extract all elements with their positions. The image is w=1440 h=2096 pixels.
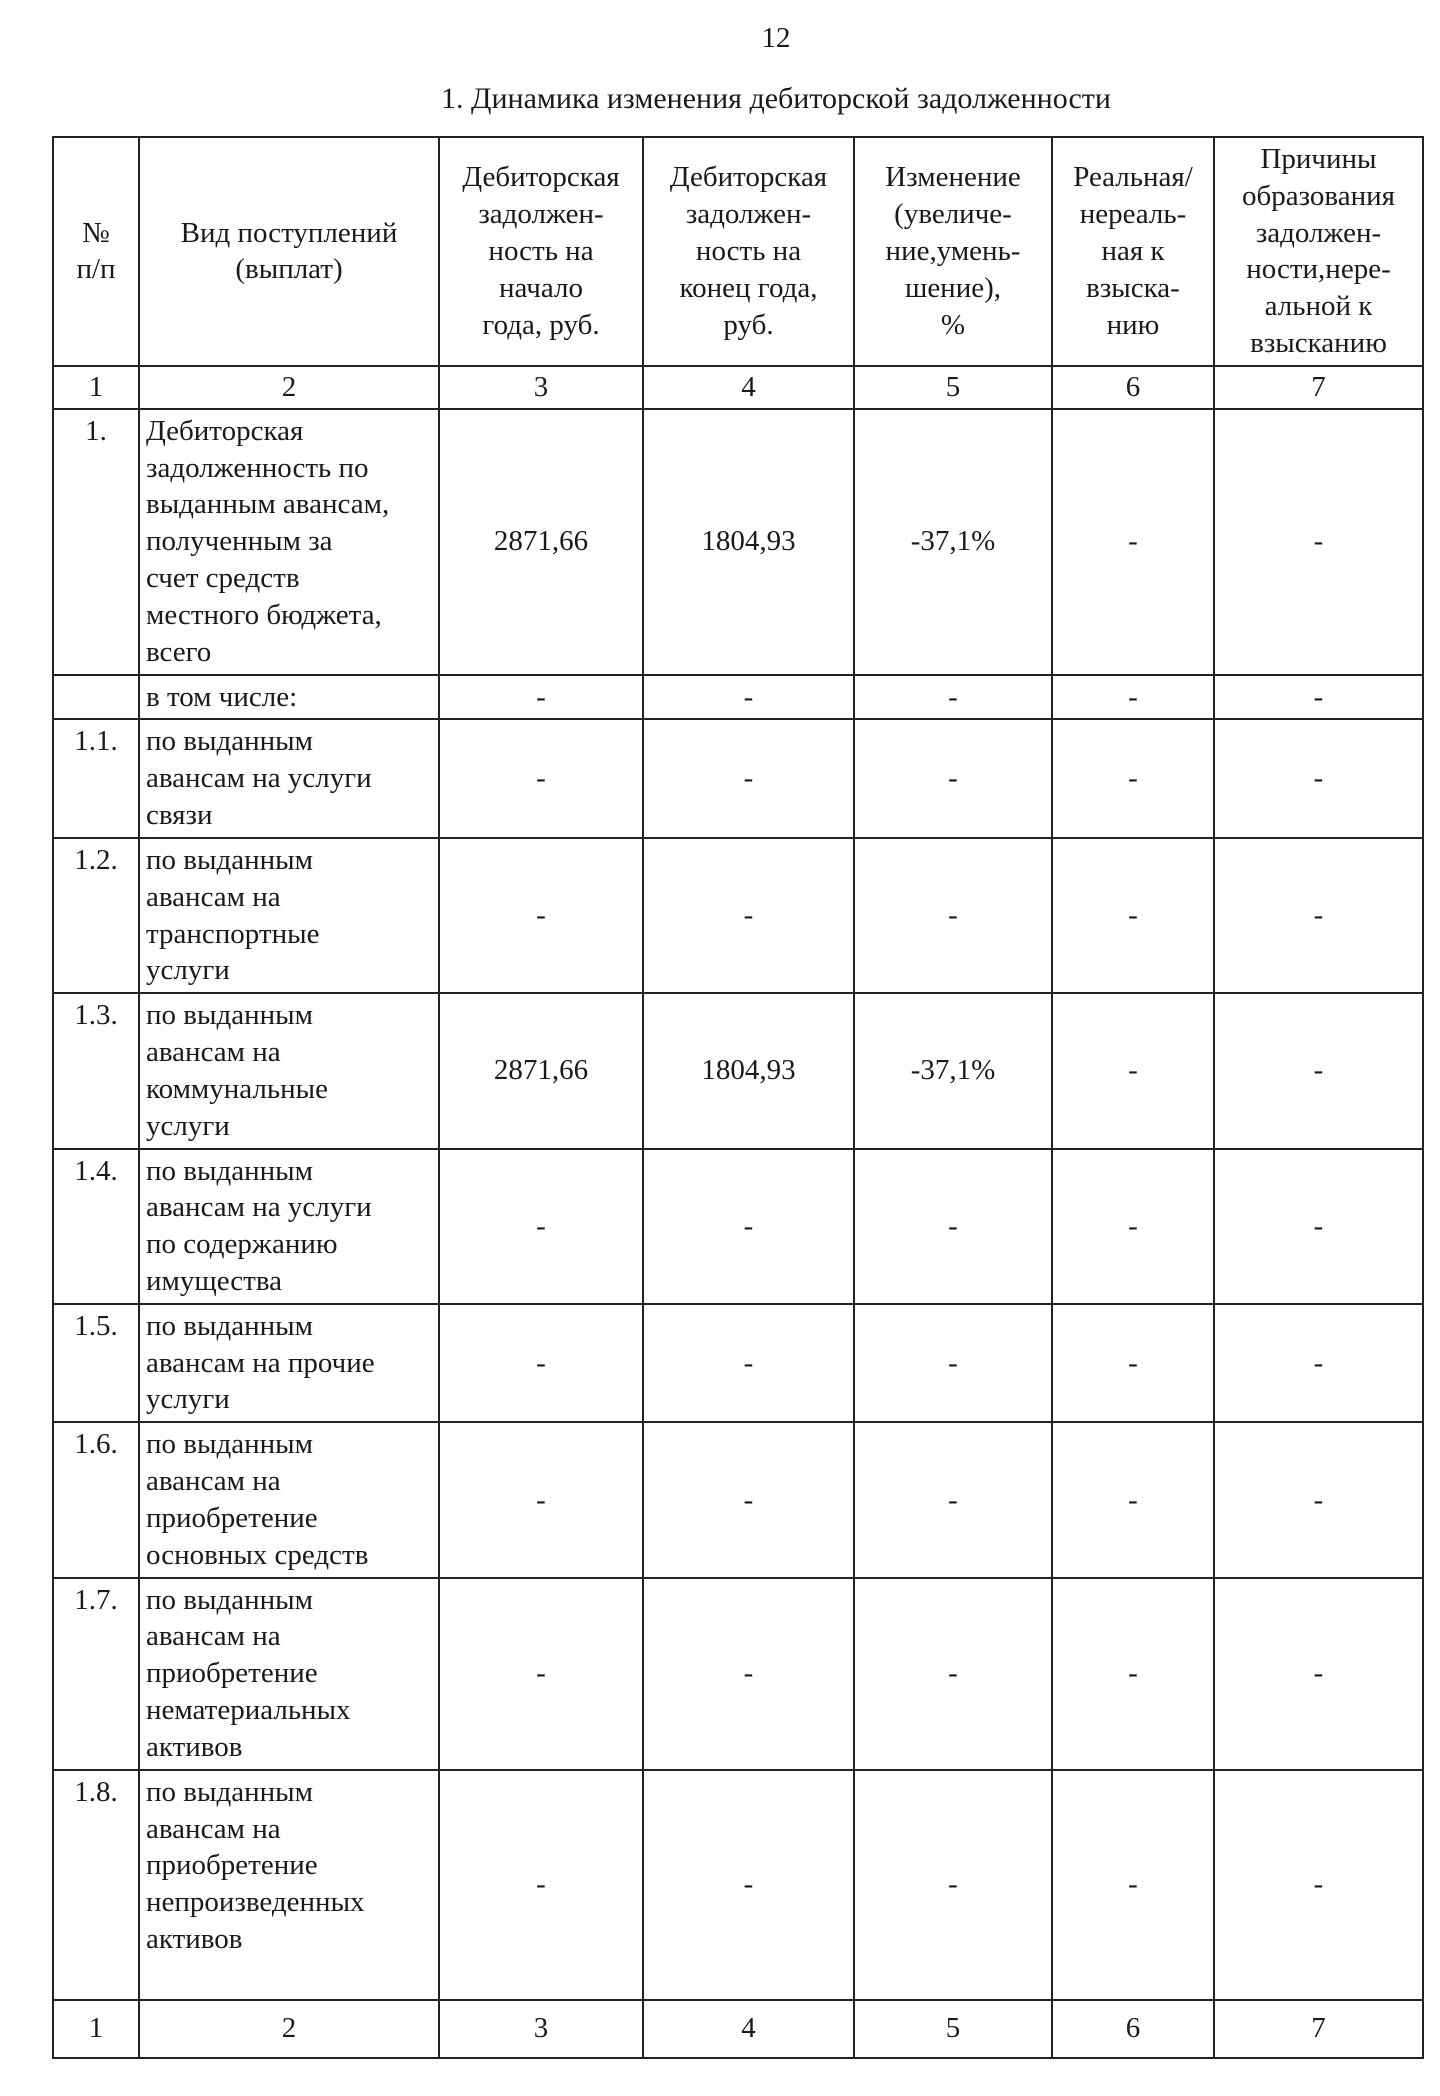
- end-of-year-value: -: [643, 675, 854, 720]
- end-of-year-value: -: [643, 1149, 854, 1304]
- table-row: [53, 719, 1423, 837]
- header-row: [53, 137, 1423, 366]
- reasons-value: -: [1214, 1578, 1423, 1770]
- row-kind: по выданным авансам на услуги по содержанию имущества: [139, 1149, 439, 1304]
- row-kind: Дебиторская задолженность по выданным авансам, полученным за счет средств местного бюджета, всего: [139, 409, 439, 675]
- column-number: 2: [139, 366, 439, 409]
- row-number: 1.3.: [53, 993, 139, 1148]
- real-unreal-value: -: [1052, 409, 1214, 675]
- end-of-year-value: 1804,93: [643, 993, 854, 1148]
- row-number: 1.: [53, 409, 139, 675]
- change-percent-value: -: [854, 675, 1052, 720]
- end-of-year-value: -: [643, 1304, 854, 1422]
- page-number: 12: [761, 22, 791, 54]
- row-number: 1.1.: [53, 719, 139, 837]
- column-number: 7: [1214, 366, 1423, 409]
- footer-column-number: 2: [139, 2000, 439, 2058]
- change-percent-value: -: [854, 1149, 1052, 1304]
- change-percent-value: -37,1%: [854, 409, 1052, 675]
- change-percent-value: -: [854, 1304, 1052, 1422]
- header-reasons: Причины образования задолжен- ности,нере- альной к взысканию: [1214, 137, 1423, 366]
- table-row: [53, 1770, 1423, 2000]
- change-percent-value: -: [854, 838, 1052, 993]
- end-of-year-value: -: [643, 1422, 854, 1577]
- start-of-year-value: -: [439, 675, 643, 720]
- table-row: [53, 409, 1423, 675]
- change-percent-value: -37,1%: [854, 993, 1052, 1148]
- row-kind: по выданным авансам на приобретение непроизведенных активов: [139, 1770, 439, 2000]
- end-of-year-value: 1804,93: [643, 409, 854, 675]
- receivables-table: [52, 136, 1424, 2059]
- header-change-percent: Изменение (увеличе- ние,умень- шение), %: [854, 137, 1052, 366]
- column-numbering-footer-row: [53, 2000, 1423, 2058]
- row-number: 1.8.: [53, 1770, 139, 2000]
- change-percent-value: -: [854, 1770, 1052, 2000]
- reasons-value: -: [1214, 993, 1423, 1148]
- end-of-year-value: -: [643, 1578, 854, 1770]
- table-row: [53, 838, 1423, 993]
- start-of-year-value: -: [439, 838, 643, 993]
- document-title: 1. Динамика изменения дебиторской задолженности: [441, 82, 1111, 115]
- start-of-year-value: -: [439, 1149, 643, 1304]
- table-row: [53, 1578, 1423, 1770]
- start-of-year-value: -: [439, 1304, 643, 1422]
- footer-column-number: 6: [1052, 2000, 1214, 2058]
- end-of-year-value: -: [643, 1770, 854, 2000]
- table-row: [53, 1149, 1423, 1304]
- header-end-of-year: Дебиторская задолжен- ность на конец года, руб.: [643, 137, 854, 366]
- row-kind: по выданным авансам на коммунальные услуги: [139, 993, 439, 1148]
- row-number: 1.7.: [53, 1578, 139, 1770]
- end-of-year-value: -: [643, 838, 854, 993]
- row-number: [53, 675, 139, 720]
- row-kind: в том числе:: [139, 675, 439, 720]
- real-unreal-value: -: [1052, 719, 1214, 837]
- change-percent-value: -: [854, 1422, 1052, 1577]
- header-number: № п/п: [53, 137, 139, 366]
- real-unreal-value: -: [1052, 1578, 1214, 1770]
- change-percent-value: -: [854, 1578, 1052, 1770]
- row-number: 1.2.: [53, 838, 139, 993]
- real-unreal-value: -: [1052, 1770, 1214, 2000]
- start-of-year-value: 2871,66: [439, 993, 643, 1148]
- reasons-value: -: [1214, 1149, 1423, 1304]
- start-of-year-value: -: [439, 1770, 643, 2000]
- row-number: 1.5.: [53, 1304, 139, 1422]
- reasons-value: -: [1214, 409, 1423, 675]
- real-unreal-value: -: [1052, 1304, 1214, 1422]
- reasons-value: -: [1214, 719, 1423, 837]
- column-number: 4: [643, 366, 854, 409]
- table-row: [53, 993, 1423, 1148]
- header-start-of-year: Дебиторская задолжен- ность на начало года, руб.: [439, 137, 643, 366]
- footer-column-number: 4: [643, 2000, 854, 2058]
- column-number: 1: [53, 366, 139, 409]
- column-number: 6: [1052, 366, 1214, 409]
- column-number: 3: [439, 366, 643, 409]
- row-kind: по выданным авансам на приобретение нематериальных активов: [139, 1578, 439, 1770]
- footer-column-number: 7: [1214, 2000, 1423, 2058]
- real-unreal-value: -: [1052, 1422, 1214, 1577]
- footer-column-number: 1: [53, 2000, 139, 2058]
- start-of-year-value: -: [439, 719, 643, 837]
- reasons-value: -: [1214, 1422, 1423, 1577]
- row-kind: по выданным авансам на транспортные услуги: [139, 838, 439, 993]
- real-unreal-value: -: [1052, 838, 1214, 993]
- column-numbering-row: [53, 366, 1423, 409]
- change-percent-value: -: [854, 719, 1052, 837]
- reasons-value: -: [1214, 675, 1423, 720]
- real-unreal-value: -: [1052, 675, 1214, 720]
- reasons-value: -: [1214, 1770, 1423, 2000]
- real-unreal-value: -: [1052, 1149, 1214, 1304]
- row-kind: по выданным авансам на приобретение основных средств: [139, 1422, 439, 1577]
- footer-column-number: 5: [854, 2000, 1052, 2058]
- footer-column-number: 3: [439, 2000, 643, 2058]
- real-unreal-value: -: [1052, 993, 1214, 1148]
- table-row: [53, 1304, 1423, 1422]
- start-of-year-value: 2871,66: [439, 409, 643, 675]
- reasons-value: -: [1214, 838, 1423, 993]
- table-row: [53, 675, 1423, 720]
- row-number: 1.4.: [53, 1149, 139, 1304]
- row-kind: по выданным авансам на услуги связи: [139, 719, 439, 837]
- end-of-year-value: -: [643, 719, 854, 837]
- reasons-value: -: [1214, 1304, 1423, 1422]
- header-kind: Вид поступлений (выплат): [139, 137, 439, 366]
- table-row: [53, 1422, 1423, 1577]
- row-number: 1.6.: [53, 1422, 139, 1577]
- start-of-year-value: -: [439, 1578, 643, 1770]
- header-real-unreal: Реальная/ нереаль- ная к взыска- нию: [1052, 137, 1214, 366]
- column-number: 5: [854, 366, 1052, 409]
- row-kind: по выданным авансам на прочие услуги: [139, 1304, 439, 1422]
- start-of-year-value: -: [439, 1422, 643, 1577]
